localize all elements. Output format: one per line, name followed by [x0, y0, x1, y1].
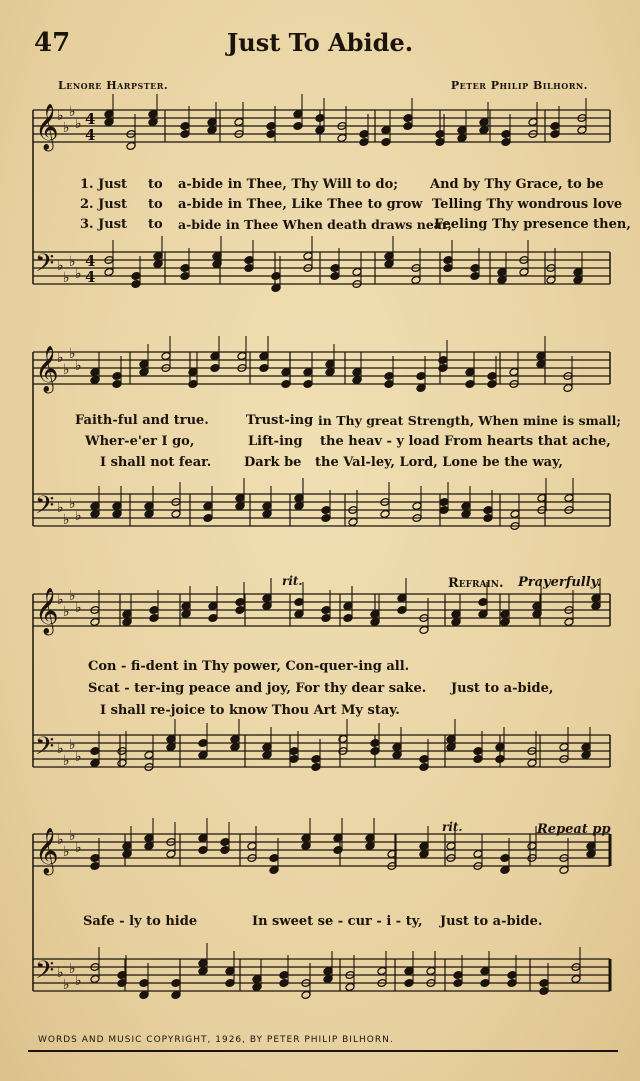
- verse3-line1-a: 3. Just: [80, 217, 128, 232]
- verse3-line1-d: Feeling Thy presence then,: [434, 217, 631, 232]
- copyright-notice: WORDS AND MUSIC COPYRIGHT, 1926, BY PETER PHILIP BILHORN.: [38, 1035, 394, 1045]
- rit-marking-1: rit.: [282, 574, 303, 588]
- svg-text:♭: ♭: [69, 254, 76, 270]
- verse3-line2-b: Dark be: [244, 455, 302, 470]
- verse1-line1-d: And by Thy Grace, to be: [430, 177, 604, 192]
- verse2-line1-b: to: [148, 197, 163, 212]
- refrain-line1: Just to a-bide,: [451, 681, 554, 696]
- svg-text:♭: ♭: [63, 362, 70, 378]
- refrain-line2-c: Just to a-bide.: [440, 914, 543, 929]
- verse2-line1-d: Telling Thy wondrous love: [432, 197, 623, 212]
- svg-text:♭: ♭: [75, 266, 82, 282]
- svg-text:♭: ♭: [75, 600, 82, 616]
- svg-text:♭: ♭: [57, 500, 64, 516]
- verse1-line2-b: Trust-ing: [246, 413, 314, 428]
- svg-text:𝄞: 𝄞: [35, 346, 59, 392]
- verse3-line3: I shall re-joice to know Thou Art My stay.: [100, 703, 400, 718]
- svg-text:♭: ♭: [69, 346, 76, 362]
- verse1-line2-c: in Thy great Strength, When mine is small;: [318, 413, 621, 428]
- refrain-label: Refrain.: [448, 576, 504, 591]
- composer-credit: Peter Philip Bilhorn.: [450, 79, 588, 92]
- svg-text:𝄢: 𝄢: [35, 249, 55, 284]
- svg-text:𝄢: 𝄢: [35, 491, 55, 526]
- svg-text:♭: ♭: [57, 592, 64, 608]
- svg-text:♭: ♭: [75, 508, 82, 524]
- verse3-line2-c: the Val-ley, Lord, Lone be the way,: [315, 455, 563, 470]
- refrain-line2-b: In sweet se - cur - i - ty,: [252, 914, 423, 929]
- svg-text:♭: ♭: [69, 104, 76, 120]
- svg-text:♭: ♭: [57, 965, 64, 981]
- svg-text:𝄞: 𝄞: [35, 104, 59, 150]
- svg-text:♭: ♭: [69, 588, 76, 604]
- svg-text:♭: ♭: [57, 832, 64, 848]
- svg-text:♭: ♭: [63, 270, 70, 286]
- rit-marking-2: rit.: [442, 820, 463, 834]
- svg-text:♭: ♭: [63, 977, 70, 993]
- svg-text:♭: ♭: [57, 258, 64, 274]
- verse2-line2-b: Lift-ing: [248, 434, 303, 449]
- repeat-marking: Repeat pp: [537, 822, 611, 837]
- svg-text:4: 4: [85, 110, 96, 128]
- svg-text:𝄢: 𝄢: [35, 956, 55, 991]
- svg-text:♭: ♭: [63, 844, 70, 860]
- svg-text:♭: ♭: [57, 108, 64, 124]
- verse1-line1-b: to: [148, 177, 163, 192]
- svg-text:♭: ♭: [57, 741, 64, 757]
- svg-text:4: 4: [85, 252, 96, 270]
- svg-text:𝄢: 𝄢: [35, 732, 55, 767]
- prayerfully-marking: Prayerfully.: [518, 575, 602, 590]
- svg-text:4: 4: [85, 126, 96, 144]
- verse2-line2-a: Wher-e'er I go,: [85, 434, 195, 449]
- svg-text:𝄞: 𝄞: [35, 828, 59, 874]
- svg-text:♭: ♭: [75, 116, 82, 132]
- lyricist-credit: Lenore Harpster.: [58, 79, 169, 92]
- svg-text:♭: ♭: [63, 753, 70, 769]
- verse3-line1-c: a-bide in Thee When death draws near,: [178, 217, 452, 232]
- svg-text:♭: ♭: [63, 120, 70, 136]
- svg-text:♭: ♭: [75, 973, 82, 989]
- svg-text:♭: ♭: [75, 749, 82, 765]
- svg-text:♭: ♭: [69, 496, 76, 512]
- hymn-title: Just To Abide.: [226, 28, 414, 57]
- svg-text:♭: ♭: [75, 840, 82, 856]
- svg-text:♭: ♭: [75, 358, 82, 374]
- svg-text:♭: ♭: [63, 512, 70, 528]
- verse3-line1-b: to: [148, 217, 163, 232]
- verse2-line1-c: a-bide in Thee, Like Thee to grow: [178, 197, 423, 212]
- verse3-line2-a: I shall not fear.: [100, 455, 212, 470]
- svg-text:♭: ♭: [63, 604, 70, 620]
- svg-text:4: 4: [85, 268, 96, 286]
- verse1-line1-c: a-bide in Thee, Thy Will to do;: [178, 177, 399, 192]
- refrain-line2-a: Safe - ly to hide: [83, 914, 198, 929]
- svg-text:♭: ♭: [69, 961, 76, 977]
- verse2-line1-a: 2. Just: [80, 197, 128, 212]
- verse1-line2-a: Faith-ful and true.: [75, 413, 209, 428]
- svg-text:𝄞: 𝄞: [35, 588, 59, 634]
- footer-rule: [28, 1050, 618, 1052]
- verse1-line1-a: 1. Just: [80, 177, 128, 192]
- verse2-line3-a: Scat - ter-ing peace and joy, For thy dear sake.: [88, 681, 427, 696]
- hymn-number: 47: [34, 28, 71, 58]
- verse2-line2-c: the heav - y load From hearts that ache,: [320, 434, 611, 449]
- verse1-line3: Con - fi-dent in Thy power, Con-quer-ing all.: [88, 659, 410, 674]
- svg-text:♭: ♭: [69, 828, 76, 844]
- svg-text:♭: ♭: [69, 737, 76, 753]
- svg-text:♭: ♭: [57, 350, 64, 366]
